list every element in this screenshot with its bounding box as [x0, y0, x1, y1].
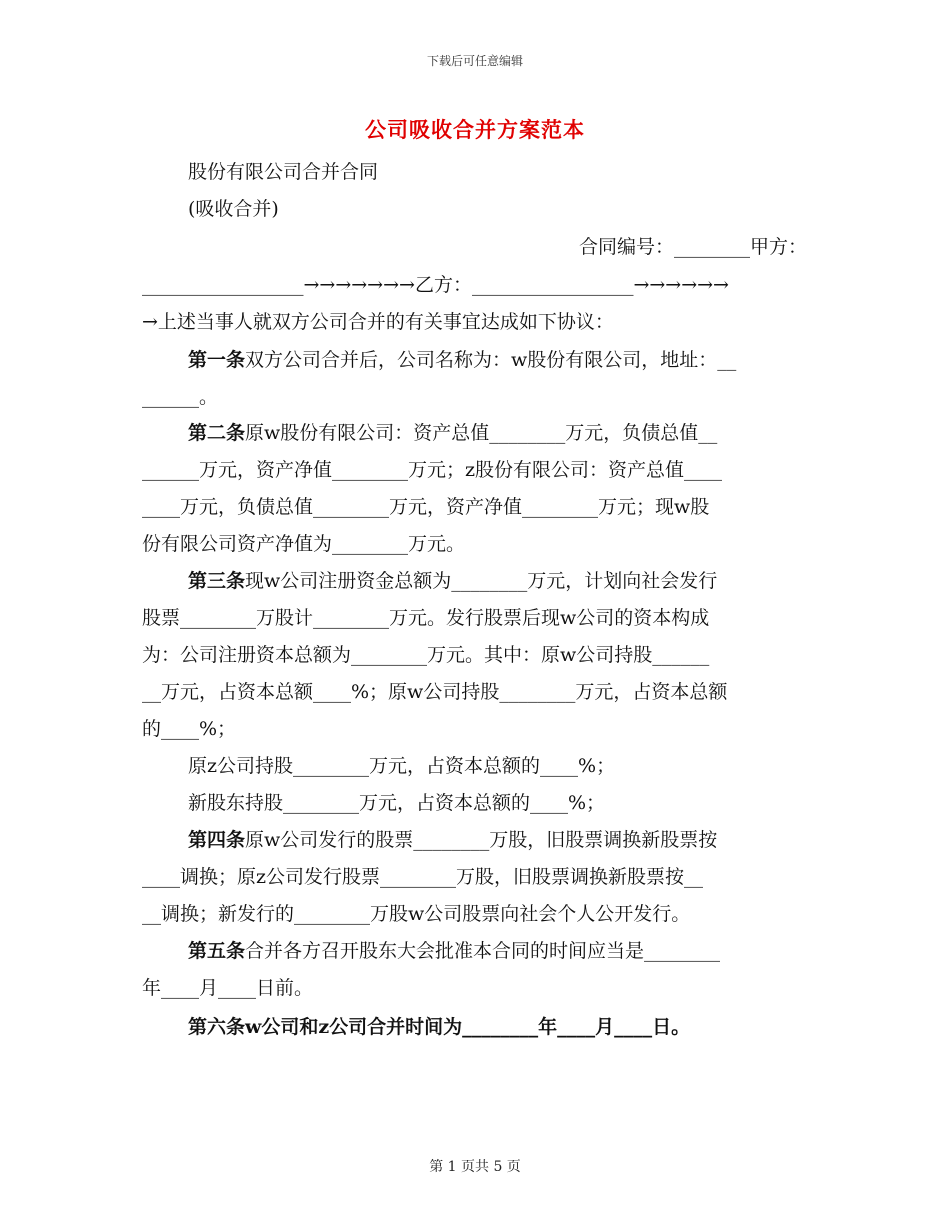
article-2-line-3: ____万元，负债总值________万元，资产净值________万元；现w股: [142, 496, 710, 518]
article-2-line-4: 份有限公司资产净值为________万元。: [142, 533, 466, 555]
article-5-text: 合并各方召开股东大会批准本合同的时间应当是________: [245, 940, 721, 962]
article-2-line-2: ______万元，资产净值________万元；z股份有限公司：资产总值____: [142, 459, 723, 481]
document-title: 公司吸收合并方案范本: [365, 117, 585, 142]
article-2-text: 原w股份有限公司：资产总值________万元，负债总值__: [245, 422, 718, 444]
page-number-footer: 第 1 页共 5 页: [429, 1159, 521, 1175]
article-6-line: 第六条w公司和z公司合并时间为________年____月____日。: [188, 1016, 691, 1038]
article-3-line-5: 的____%；: [142, 718, 237, 740]
preamble-line: →上述当事人就双方公司合并的有关事宜达成如下协议：: [142, 311, 614, 333]
party-line: _________________→→→→→→→乙方：_________________→→→→→→: [142, 274, 729, 296]
article-2-line-1: [188, 418, 856, 445]
article-3-line-4: __万元，占资本总额____%；原w公司持股________万元，占资本总额: [142, 681, 728, 703]
article-3-line-2: 股票________万股计________万元。发行股票后现w公司的资本构成: [142, 607, 710, 629]
article-3-heading: 第三条: [188, 570, 246, 592]
article-1-line-2: ______。: [142, 386, 219, 408]
contract-number-line: 合同编号：________甲方：: [578, 236, 807, 258]
article-5-heading: 第五条: [188, 940, 246, 962]
contract-subtitle: 股份有限公司合并合同: [188, 161, 379, 183]
article-3-z-share-line: 原z公司持股________万元，占资本总额的____%；: [188, 755, 616, 777]
article-5-line-2: 年____月____日前。: [142, 977, 314, 999]
article-3-line-1: [188, 566, 856, 593]
article-3-line-3: 为：公司注册资本总额为________万元。其中：原w公司持股______: [142, 644, 710, 666]
page-header-note: 下载后可任意编辑: [426, 54, 523, 68]
article-1-text: 双方公司合并后，公司名称为：w股份有限公司，地址：__: [245, 349, 737, 371]
contract-type: (吸收合并): [188, 198, 279, 220]
article-3-text: 现w公司注册资金总额为________万元，计划向社会发行: [245, 570, 718, 592]
article-1-heading: 第一条: [188, 349, 246, 371]
article-1-line-1: [188, 345, 856, 372]
article-2-heading: 第二条: [188, 422, 246, 444]
article-4-line-2: ____调换；原z公司发行股票________万股，旧股票调换新股票按__: [142, 866, 704, 888]
article-5-line-1: [188, 936, 856, 963]
article-4-line-1: [188, 825, 856, 852]
article-4-line-3: __调换；新发行的________万股w公司股票向社会个人公开发行。: [142, 903, 691, 925]
article-3-new-share-line: 新股东持股________万元，占资本总额的____%；: [188, 792, 606, 814]
article-4-text: 原w公司发行的股票________万股，旧股票调换新股票按: [245, 829, 718, 851]
article-4-heading: 第四条: [188, 829, 246, 851]
